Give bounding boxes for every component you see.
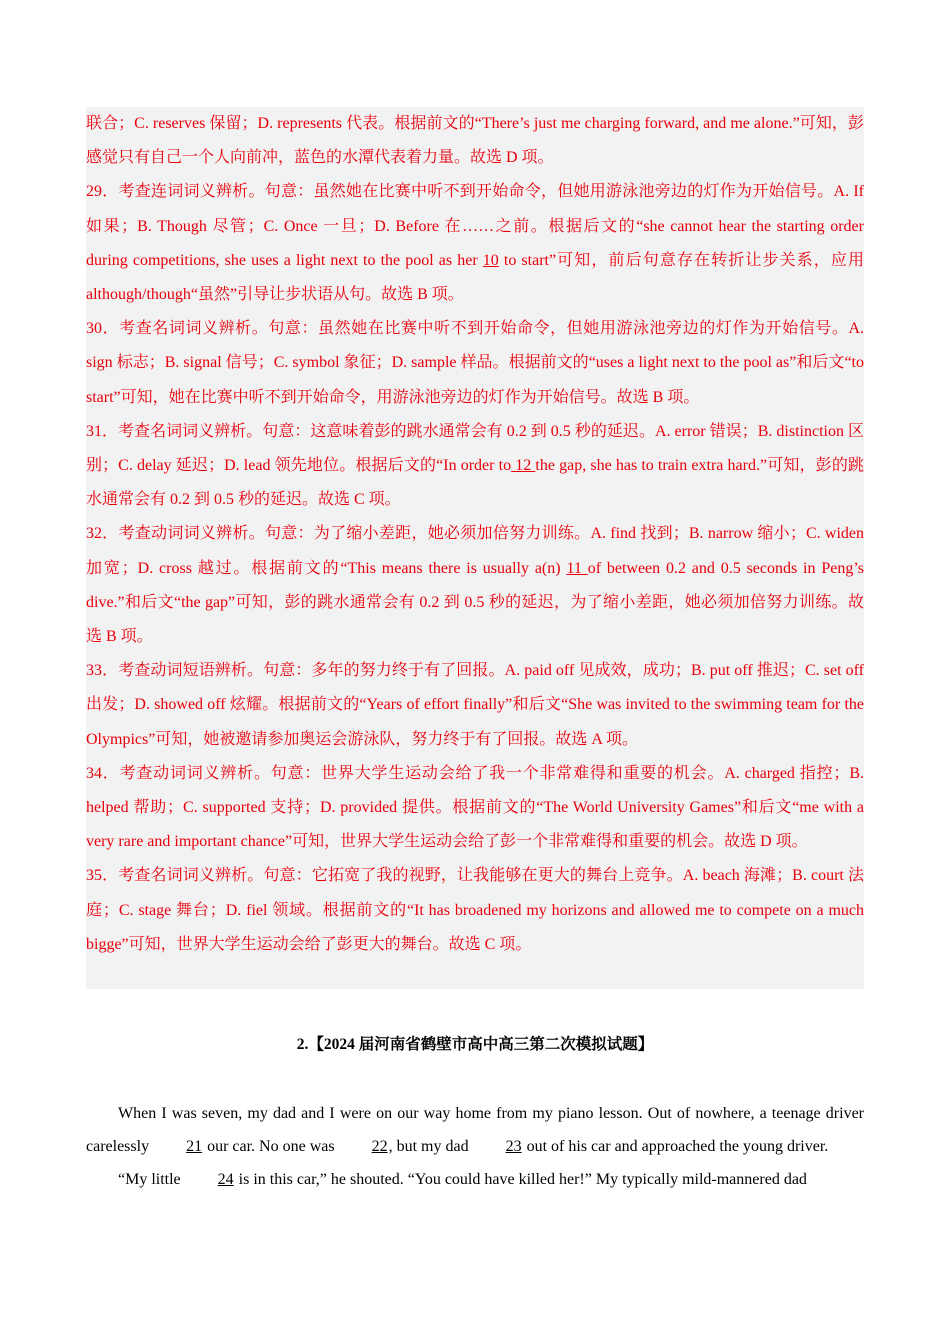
blank-ref-12: 12 bbox=[511, 457, 536, 475]
blank-ref-10: 10 bbox=[482, 251, 499, 269]
explanation-34: 34．考查动词词义辨析。句意：世界大学生运动会给了我一个非常难得和重要的机会。A. charged 指控；B. helped 帮助；C. supported 支持；D. provided 提供。根据前文的“The World University Games”和后文“me with a very rare and important chance”可知，世界大学生运动会给了彭一个非常难得和重要的机会。故选 D 项。 bbox=[86, 764, 864, 851]
blank-ref-11: 11 bbox=[566, 559, 588, 577]
explanation-29: 29．考查连词词义辨析。句意：虽然她在比赛中听不到开始命令，但她用游泳池旁边的灯作为开始信号。A. If 如果；B. Though 尽管；C. Once 一旦；D. Before 在……之前。根据后文的“she cannot hear the starting order during competitions, she uses a light next to the pool as her 10 to start”可知，前后句意存在转折让步关系，应用 although/though“虽然”引导让步状语从句。故选 B 项。 bbox=[86, 183, 864, 304]
blank-24: 24 bbox=[217, 1171, 234, 1188]
blank-21: 21 bbox=[186, 1138, 203, 1155]
blank-22: 22 bbox=[371, 1138, 388, 1155]
passage-paragraph-2: “My little 24 is in this car,” he shouted. “You could have killed her!” My typically mild-mannered dad bbox=[86, 1163, 864, 1196]
explanation-32: 32．考查动词词义辨析。句意：为了缩小差距，她必须加倍努力训练。A. find 找到；B. narrow 缩小；C. widen 加宽；D. cross 越过。根据前文的“This means there is usually a(n) 11 of between 0.2 and 0.5 seconds in Peng’s dive.”和后文“the gap”可知，彭的跳水通常会有 0.2 到 0.5 秒的延迟，为了缩小差距，她必须加倍努力训练。故选 B 项。 bbox=[86, 525, 865, 646]
passage-paragraph-1: When I was seven, my dad and I were on our way home from my piano lesson. Out of nowhere, a teenage driver carelessly 21 our car. No one was 22, but my dad 23 out of his car and approached the young driver. bbox=[86, 1097, 864, 1163]
blank-23: 23 bbox=[505, 1138, 522, 1155]
explanation-28-continued: 联合；C. reserves 保留；D. represents 代表。根据前文的“There’s just me charging forward, and me alone.”可知，彭感觉只有自己一个人向前冲，蓝色的水潭代表着力量。故选 D 项。 bbox=[86, 115, 864, 167]
answer-explanations bbox=[86, 107, 864, 962]
explanation-31: 31．考查名词词义辨析。句意：这意味着彭的跳水通常会有 0.2 到 0.5 秒的延迟。A. error 错误；B. distinction 区别；C. delay 延迟；D. lead 领先地位。根据后文的“In order to 12 the gap, she has to train extra hard.”可知，彭的跳水通常会有 0.2 到 0.5 秒的延迟。故选 C 项。 bbox=[86, 422, 864, 509]
cloze-passage bbox=[86, 1097, 864, 1196]
section-title: 2.【2024 届河南省鹤壁市高中高三第二次模拟试题】 bbox=[296, 1036, 654, 1053]
explanation-35: 35．考查名词词义辨析。句意：它拓宽了我的视野，让我能够在更大的舞台上竞争。A. beach 海滩；B. court 法庭；C. stage 舞台；D. fiel 领域。根据前文的“It has broadened my horizons and allowed me to compete on a much bigge”可知，世界大学生运动会给了彭更大的舞台。故选 C 项。 bbox=[86, 867, 864, 953]
explanation-33: 33．考查动词短语辨析。句意：多年的努力终于有了回报。A. paid off 见成效，成功；B. put off 推迟；C. set off 出发；D. showed off 炫耀。根据前文的“Years of effort finally”和后文“She was invited to the swimming team for the Olympics”可知，她被邀请参加奥运会游泳队，努力终于有了回报。故选 A 项。 bbox=[86, 662, 864, 748]
explanation-30: 30．考查名词词义辨析。句意：虽然她在比赛中听不到开始命令，但她用游泳池旁边的灯作为开始信号。A. sign 标志；B. signal 信号；C. symbol 象征；D. sample 样品。根据前文的“uses a light next to the pool as”和后文“to start”可知，她在比赛中听不到开始命令，用游泳池旁边的灯作为开始信号。故选 B 项。 bbox=[86, 320, 864, 406]
